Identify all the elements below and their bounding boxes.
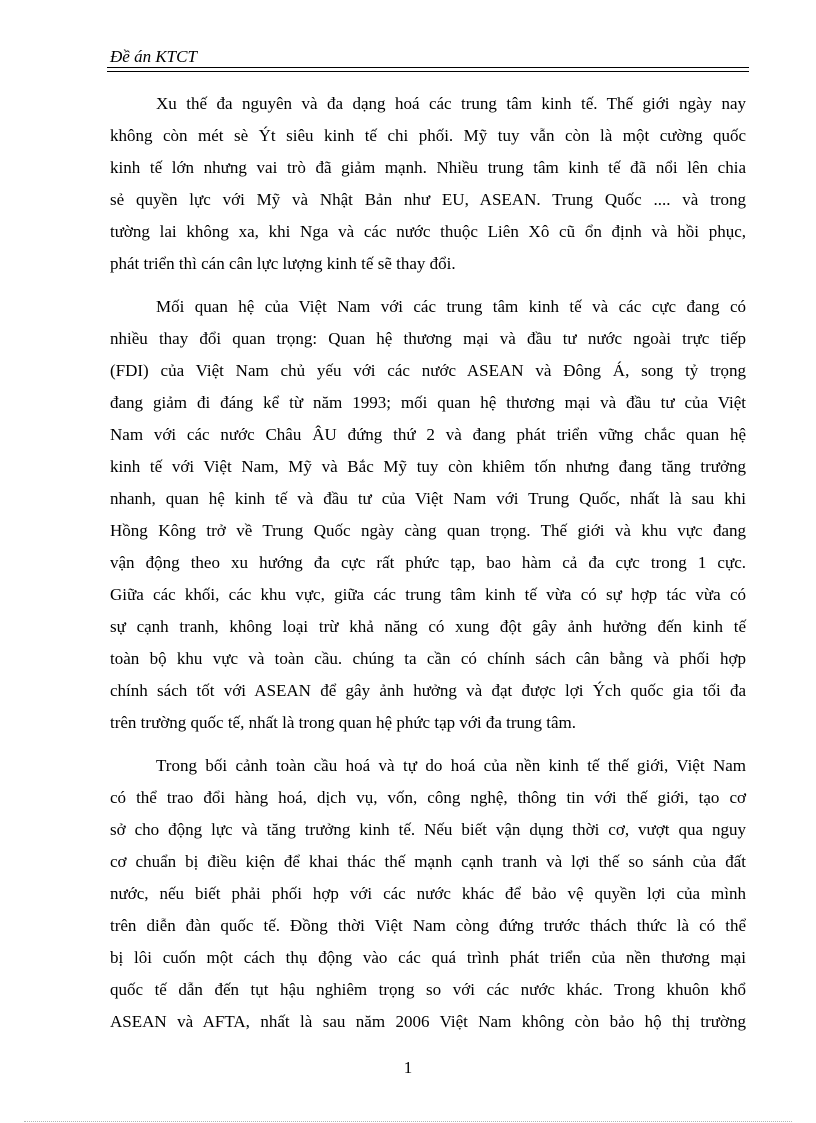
paragraph-2: [110, 291, 746, 739]
text-line: kinh tế với Việt Nam, Mỹ và Bắc Mỹ tuy còn khiêm tốn nhưng đang tăng trưởng: [110, 457, 746, 476]
text-line: kinh tế lớn nhưng vai trò đã giảm mạnh. Nhiều trung tâm kinh tế đã nổi lên chia: [110, 158, 746, 177]
text-line: bị lôi cuốn một cách thụ động vào các quá trình phát triển của nền thương mại: [110, 948, 746, 967]
text-line: không còn mét sè Ýt siêu kinh tế chi phối. Mỹ tuy vẫn còn là một cường quốc: [110, 126, 746, 145]
text-line: Trong bối cảnh toàn cầu hoá và tự do hoá của nền kinh tế thế giới, Việt Nam: [156, 756, 746, 775]
text-line: cơ chuẩn bị điều kiện để khai thác thế mạnh cạnh tranh và lợi thế so sánh của đất: [110, 852, 746, 871]
text-line: chính sách tốt với ASEAN để gây ảnh hưởng và đạt được lợi Ých quốc gia tối đa: [110, 681, 746, 700]
paragraph-spacer: [110, 280, 746, 291]
text-line: ASEAN và AFTA, nhất là sau năm 2006 Việt Nam không còn bảo hộ thị trường: [110, 1012, 746, 1031]
text-line: toàn bộ khu vực và toàn cầu. chúng ta cần có chính sách cân bằng và phối hợp: [110, 649, 746, 668]
header-double-rule: [107, 67, 749, 72]
text-line: Giữa các khối, các khu vực, giữa các trung tâm kinh tế vừa có sự hợp tác vừa có: [110, 585, 746, 604]
text-line: nhiều thay đổi quan trọng: Quan hệ thương mại và đầu tư nước ngoài trực tiếp: [110, 329, 746, 348]
text-line: có thể trao đổi hàng hoá, dịch vụ, vốn, công nghệ, thông tin với thế giới, tạo cơ: [110, 788, 746, 807]
text-line: đang giảm đi đáng kể từ năm 1993; mối quan hệ thương mại và đầu tư của Việt: [110, 393, 746, 412]
text-line: phát triển thì cán cân lực lượng kinh tế sẽ thay đổi.: [110, 254, 456, 273]
text-line: Nam với các nước Châu ÂU đứng thứ 2 và đang phát triển vững chắc quan hệ: [110, 425, 746, 444]
text-line: Xu thế đa nguyên và đa dạng hoá các trung tâm kinh tế. Thế giới ngày nay: [156, 94, 746, 113]
text-line: trên trường quốc tế, nhất là trong quan hệ phức tạp với đa trung tâm.: [110, 713, 577, 732]
text-line: quốc tế dẫn đến tụt hậu nghiêm trọng so với các nước khác. Trong khuôn khổ: [110, 980, 746, 999]
text-line: Mối quan hệ của Việt Nam với các trung tâm kinh tế và các cực đang có: [156, 297, 746, 316]
text-line: (FDI) của Việt Nam chủ yếu với các nước ASEAN và Đông Á, song tỷ trọng: [110, 361, 746, 380]
text-line: sự cạnh tranh, không loại trừ khả năng có xung đột gây ảnh hưởng đến kinh tế: [110, 617, 746, 636]
body-text: [110, 88, 746, 1038]
text-line: tường lai không xa, khi Nga và các nước thuộc Liên Xô cũ ổn định và hồi phục,: [110, 222, 746, 241]
page-number: 1: [403, 1058, 413, 1077]
text-line: nước, nếu biết phải phối hợp với các nước khác để bảo vệ quyền lợi của mình: [110, 884, 746, 903]
header-title: Đề án KTCT: [110, 47, 197, 66]
text-line: nhanh, quan hệ kinh tế và đầu tư của Việt Nam với Trung Quốc, nhất là sau khi: [110, 489, 746, 508]
text-line: Hồng Kông trở về Trung Quốc ngày càng quan trọng. Thế giới và khu vực đang: [110, 521, 746, 540]
text-line: sẻ quyền lực với Mỹ và Nhật Bản như EU, ASEAN. Trung Quốc .... và trong: [110, 190, 746, 209]
page-bottom-dotted-edge: [24, 1121, 792, 1122]
paragraph-1: [110, 88, 746, 280]
text-line: vận động theo xu hướng đa cực rất phức tạp, bao hàm cả đa cực trong 1 cực.: [110, 553, 746, 572]
paragraph-3: [110, 750, 746, 1038]
paragraph-spacer: [110, 739, 746, 750]
text-line: sở cho động lực và tăng trưởng kinh tế. Nếu biết vận dụng thời cơ, vượt qua nguy: [110, 820, 746, 839]
text-line: trên diễn đàn quốc tế. Đồng thời Việt Nam còng đứng trước thách thức là có thể: [110, 916, 746, 935]
